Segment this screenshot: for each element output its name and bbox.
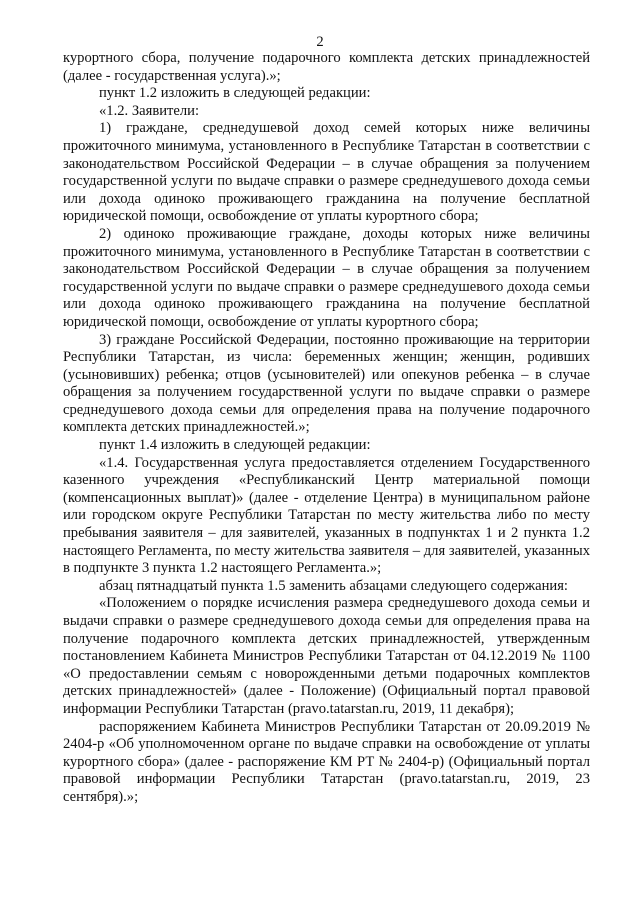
paragraph-clause-1-4: «1.4. Государственная услуга предоставляется отделением Государственного казенного учреждения «Республиканский Центр материальной помощи (компенсационных выплат)» (далее - отделение Центра) в муниципальном районе или городском округе Республики Татарстан по месту жительства либо по месту пребывания заявителя – для заявителей, указанных в подпунктах 1 и 2 пункта 1.2 настоящего Регламента, по месту жительства заявителя – для заявителей, указанных в подпункте 3 пункта 1.2 настоящего Регламента.»; [63, 454, 590, 577]
paragraph-applicants-item-1: 1) граждане, среднедушевой доход семей которых ниже величины прожиточного минимума, установленного в Республике Татарстан в соответствии с законодательством Российской Федерации – в случае обращения за получением государственной услуги по выдаче справки о размере среднедушевого дохода семьи или дохода одиноко проживающего гражданина на получение бесплатной юридической помощи, освобождение от уплаты курортного сбора; [63, 120, 590, 225]
paragraph-amendment-1-5: абзац пятнадцатый пункта 1.5 заменить абзацами следующего содержания: [99, 577, 568, 594]
paragraph-regulation-reference: «Положением о порядке исчисления размера среднедушевого дохода семьи и выдачи справки о размере среднедушевого дохода семьи для определения права на получение подарочного комплекта детских принадлежностей, утвержденным постановлением Кабинета Министров Республики Татарстан от 04.12.2019 № 1100 «О предоставлении семьям с новорожденными детьми подарочных комплектов детских принадлежностей» (далее - Положение) (Официальный портал правовой информации Республики Татарстан (pravo.tatarstan.ru, 2019, 11 декабря); [63, 595, 590, 717]
paragraph-amendment-1-4: пункт 1.4 изложить в следующей редакции: [99, 437, 371, 454]
paragraph-continuation: курортного сбора, получение подарочного комплекта детских принадлежностей (далее - государственная услуга).»; [63, 50, 590, 84]
paragraph-applicants-item-2: 2) одиноко проживающие граждане, доходы которых ниже величины прожиточного минимума, установленного в Республике Татарстан в соответствии с законодательством Российской Федерации – в случае обращения за получением государственной услуги по выдаче справки о размере среднедушевого дохода семьи или дохода одиноко проживающего гражданина на получение бесплатной юридической помощи, освобождение от уплаты курортного сбора; [63, 225, 590, 330]
document-body [63, 50, 590, 807]
page-number: 2 [316, 34, 324, 50]
paragraph-applicants-item-3: 3) граждане Российской Федерации, постоянно проживающие на территории Республики Татарстан, из числа: беременных женщин; женщин, родивших (усыновивших) ребенка; отцов (усыновителей) или опекунов ребенка – в случае обращения за получением государственной услуги по выдаче справки о размере среднедушевого дохода семьи для определения права на получение подарочного комплекта детских принадлежностей.»; [63, 331, 590, 436]
paragraph-amendment-1-2: пункт 1.2 изложить в следующей редакции: [99, 85, 371, 102]
paragraph-order-reference: распоряжением Кабинета Министров Республики Татарстан от 20.09.2019 № 2404-р «Об уполномоченном органе по выдаче справки на освобождение от уплаты курортного сбора» (далее - распоряжение КМ РТ № 2404-р) (Официальный портал правовой информации Республики Татарстан (pravo.tatarstan.ru, 2019, 23 сентября).»; [63, 718, 590, 805]
paragraph-heading-applicants: «1.2. Заявители: [99, 102, 200, 119]
